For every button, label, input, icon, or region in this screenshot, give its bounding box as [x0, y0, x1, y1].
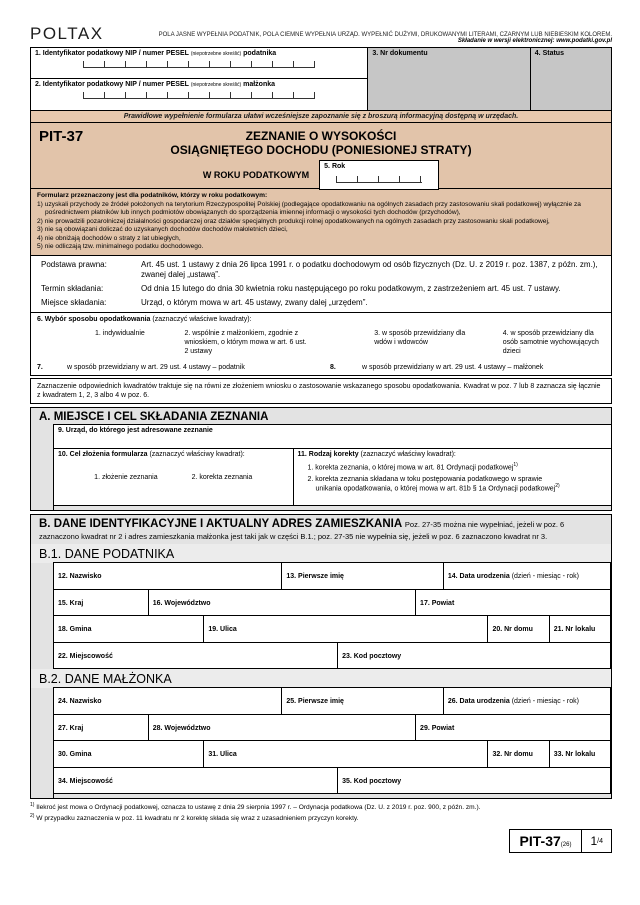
field-3-nr-dokumentu [367, 48, 529, 110]
poltax-logo: POLTAX [30, 24, 104, 43]
efiling-note: Składanie w wersji elektronicznej: www.podatki.gov.pl [457, 38, 612, 44]
footnote-ref-1: 1) [513, 462, 518, 469]
legal-text: Od dnia 15 lutego do dnia 30 kwietnia roku następującego po roku podatkowym, z zastrzeżeniem art. 45 ust. 7 ustawy. [141, 283, 561, 293]
form-code: PIT-37 [39, 128, 84, 145]
b2-row-1 [54, 687, 611, 715]
option-3-wdowy-wdowcy[interactable]: 3. w sposób przewidziany dla wdów i wdowców [374, 329, 466, 347]
pit37-form-page [30, 24, 612, 853]
field-9-urzad[interactable] [54, 424, 611, 449]
legal-text: Urząd, o którym mowa w art. 45 ustawy, zwany dalej „urzędem”. [141, 297, 368, 307]
form-header [30, 24, 612, 44]
section-b2-table [53, 687, 611, 798]
legal-label: Podstawa prawna: [41, 259, 107, 269]
section-b1-table [53, 562, 611, 669]
field-31-ulica[interactable]: 31. Ulica [204, 741, 488, 767]
field-1-hint: (niepotrzebne skreślić) [190, 51, 242, 57]
field-33-nr-lokalu[interactable]: 33. Nr lokalu [550, 741, 611, 767]
footer-page-indicator: 1 /4 [590, 834, 603, 849]
field-5-comb-input[interactable] [336, 176, 422, 183]
section-b1-title: B.1. DANE PODATNIKA [31, 544, 611, 563]
identifier-grid [30, 47, 612, 111]
field-11-label: 11. Rodzaj korekty (zaznaczyć właściwy kwadrat): [297, 451, 456, 459]
field-24-nazwisko[interactable]: 24. Nazwisko [54, 688, 282, 714]
option-korekta-zeznania[interactable]: 2. korekta zeznania [191, 474, 253, 482]
field-1-label: 1. Identyfikator podatkowy NIP / numer PESEL (niepotrzebne skreślić) podatnika [35, 50, 277, 57]
section-b2-title: B.2. DANE MAŁŻONKA [31, 669, 611, 688]
field-32-nr-domu[interactable]: 32. Nr domu [488, 741, 549, 767]
field-16-wojewodztwo[interactable]: 16. Województwo [149, 590, 416, 615]
field-17-powiat[interactable]: 17. Powiat [416, 590, 611, 615]
field-28-wojewodztwo[interactable]: 28. Województwo [149, 715, 416, 740]
field-15-kraj[interactable]: 15. Kraj [54, 590, 149, 615]
identifier-fields [31, 48, 367, 110]
field-5-rok[interactable] [319, 160, 439, 190]
field-4-status [530, 48, 611, 110]
section-a-table [53, 424, 611, 510]
b1-row-1 [54, 562, 611, 590]
b1-row-4 [54, 642, 611, 669]
form-title-line1: ZEZNANIE O WYSOKOŚCI [245, 129, 397, 143]
legal-basis-box [30, 256, 612, 313]
footer-form-code: PIT-37(26) [510, 830, 583, 852]
tax-year-caption: W ROKU PODATKOWYM [202, 170, 310, 180]
field-7-number: 7. [37, 364, 43, 372]
b2-row-2 [54, 714, 611, 741]
field-2-comb-input[interactable] [83, 92, 315, 99]
field-27-kraj[interactable]: 27. Kraj [54, 715, 149, 740]
field-18-gmina[interactable]: 18. Gmina [54, 616, 204, 642]
option-2-wspolnie-z-malzonkiem[interactable]: 2. wspólnie z małżonkiem, zgodnie z wnioskiem, o którym mowa w art. 6 ust. 2 ustawy [184, 329, 307, 356]
footnote-2: $^{2)}$ W przypadku zaznaczenia w poz. 11 kwadratu nr 2 korektę składa się wraz z uzasadnieniem przyczyn korekty. [30, 812, 359, 822]
header-instructions [159, 32, 612, 44]
field-34-miejscowosc[interactable]: 34. Miejscowość [54, 768, 338, 793]
legal-row-miejsce [41, 298, 605, 308]
field-25-pierwsze-imie[interactable]: 25. Pierwsze imię [282, 688, 444, 714]
field-5-label: 5. Rok [324, 163, 346, 170]
section6-note: Zaznaczenie odpowiednich kwadratów traktuje się na równi ze złożeniem wniosku o zastosowanie wskazanego sposobu opodatkowania. Kwadrat w poz. 7 lub 8 zaznacza się łącznie z kwadratem 1, 2, 3 albo 4 w poz. 6. [30, 378, 612, 404]
legal-text: Art. 45 ust. 1 ustawy z dnia 26 lipca 1991 r. o podatku dochodowym od osób fizycznych (Dz. U. z 2019 r. poz. 1387, z późn. zm.), zwanej dalej „ustawą”. [141, 259, 598, 279]
option-korekta-art81b[interactable]: 2. korekta zeznania składana w toku postępowania podatkowego w sprawie unikania opodatkowania, o której mowa w art. 81b § 1a Ordynacji podatkowej$^{2)}$ [307, 475, 560, 493]
title-block [30, 123, 612, 189]
footnote-ref-2: 2) [555, 482, 560, 489]
section-b-title: B. DANE IDENTYFIKACYJNE I AKTUALNY ADRES ZAMIESZKANIA Poz. 27-35 można nie wypełniać, jeżeli w poz. 6 zaznaczono kwadrat nr 2 i adres zamieszkania małżonka jest taki jak w części B.1.; poz. 27-35 nie wypełnia się, jeżeli w poz. 6 zaznaczono kwadrat nr 3. [39, 518, 565, 542]
field-19-ulica[interactable]: 19. Ulica [204, 616, 488, 642]
field-30-gmina[interactable]: 30. Gmina [54, 741, 204, 767]
legal-row-termin [41, 284, 605, 294]
intro-item-3: 3) nie są obowiązani doliczać do uzyskanych dochodów dochodów małoletnich dzieci, [37, 226, 288, 234]
field-11-rodzaj-korekty [294, 449, 611, 505]
intro-heading: Formularz przeznaczony jest dla podatników, którzy w roku podatkowym: [37, 192, 268, 199]
fields-10-11-row [54, 448, 611, 506]
field-6-wybor-sposobu [30, 313, 612, 376]
legal-row-podstawa [41, 260, 605, 280]
section-b [30, 514, 612, 799]
field-6-options [37, 329, 605, 356]
section-a-bottom-pad [54, 506, 611, 510]
field-2-label: 2. Identyfikator podatkowy NIP / numer PESEL (niepotrzebne skreślić) małżonka [35, 81, 276, 88]
footer-form-version: (26) [560, 842, 572, 849]
section-b-subtitle: Poz. 27-35 można nie wypełniać, jeżeli w poz. 6 zaznaczono kwadrat nr 2 i adres zamieszkania małżonka jest taki jak w części B.1.; poz. 27-35 nie wypełnia się, jeżeli w poz. 6 zaznaczono kwadrat nr 3. [39, 520, 565, 542]
section-b-bottom-pad [54, 794, 611, 798]
field-6-header: 6. Wybór sposobu opodatkowania (zaznaczyć właściwe kwadraty): [37, 315, 252, 323]
footer-row [30, 829, 612, 853]
intro-box [30, 189, 612, 256]
footer-box [509, 829, 612, 853]
field-3-label: 3. Nr dokumentu [372, 50, 428, 57]
intro-item-1: 1) uzyskali przychody ze źródeł położonych na terytorium Rzeczypospolitej Polskiej (podlegające opodatkowaniu na ogólnych zasadach przy zastosowaniu skali podatkowej) wyłącznie za pośrednictwem płatników lub innych podmiotów obowiązanych do sporządzenia imiennej informacji o wysokości tych dochodów (przychodów), [37, 200, 581, 217]
footnotes [30, 802, 612, 823]
field-22-miejscowosc[interactable]: 22. Miejscowość [54, 643, 338, 668]
field-35-kod-pocztowy[interactable]: 35. Kod pocztowy [338, 768, 611, 793]
field-26-data-urodzenia[interactable]: 26. Data urodzenia (dzień - miesiąc - rok) [444, 688, 611, 714]
field-12-nazwisko[interactable]: 12. Nazwisko [54, 563, 282, 589]
field-20-nr-domu[interactable]: 20. Nr domu [488, 616, 549, 642]
option-7-art29-podatnik[interactable]: w sposób przewidziany w art. 29 ust. 4 ustawy – podatnik [67, 364, 245, 372]
fields-7-8-row [37, 364, 605, 371]
footnote-1: $^{1)}$ Ilekroć jest mowa o Ordynacji podatkowej, oznacza to ustawę z dnia 29 sierpnia 1997 r. – Ordynacja podatkowa (Dz. U. z 2019 r. poz. 900, z późn. zm.). [30, 802, 481, 812]
field-1-nip-pesel-podatnika[interactable] [31, 48, 367, 79]
legal-label: Termin składania: [41, 283, 104, 293]
intro-item-5: 5) nie odliczają tzw. minimalnego podatku dochodowego. [37, 243, 204, 251]
field-10-options [58, 474, 289, 481]
legal-label: Miejsce składania: [41, 297, 107, 307]
option-8-art29-malzonek[interactable]: w sposób przewidziany w art. 29 ust. 4 ustawy – małżonek [362, 364, 544, 372]
field-1-comb-input[interactable] [83, 61, 315, 68]
field-10-cel-zlozenia [54, 449, 294, 505]
option-korekta-art81[interactable]: 1. korekta zeznania, o której mowa w art. 81 Ordynacji podatkowej$^{1)}$ [307, 462, 518, 472]
fill-instruction-text: POLA JASNE WYPEŁNIA PODATNIK, POLA CIEMNE WYPEŁNIA URZĄD. WYPEŁNIĆ DUŻYMI, DRUKOWANYMI LITERAMI, CZARNYM LUB NIEBIESKIM KOLOREM. [158, 32, 612, 38]
field-14-data-urodzenia[interactable]: 14. Data urodzenia (dzień - miesiąc - rok) [444, 563, 611, 589]
option-zlozenie-zeznania[interactable]: 1. złożenie zeznania [94, 474, 158, 482]
intro-item-2: 2) nie prowadzili pozarolniczej działalności gospodarczej oraz działów specjalnych produkcji rolnej opodatkowanych na ogólnych zasadach przy zastosowaniu skali podatkowej, [37, 217, 550, 225]
tax-year-row [39, 160, 603, 190]
section-a [30, 407, 612, 511]
field-4-label: 4. Status [534, 50, 564, 57]
section-a-title: A. MIEJSCE I CEL SKŁADANIA ZEZNANIA [39, 411, 269, 424]
option-1-indywidualnie[interactable]: 1. indywidualnie [95, 329, 145, 337]
field-29-powiat[interactable]: 29. Powiat [416, 715, 611, 740]
b2-row-4 [54, 767, 611, 794]
field-2-nip-pesel-malzonka[interactable] [31, 79, 367, 110]
field-21-nr-lokalu[interactable]: 21. Nr lokalu [550, 616, 611, 642]
info-banner: Prawidłowe wypełnienie formularza ułatwi wcześniejsze zapoznanie się z broszurą informacyjną dostępną w urzędach. [30, 111, 612, 123]
b1-row-2 [54, 589, 611, 616]
form-title-line2: OSIĄGNIĘTEGO DOCHODU (PONIESIONEJ STRATY) [170, 143, 472, 157]
field-8-number: 8. [330, 364, 336, 372]
field-13-pierwsze-imie[interactable]: 13. Pierwsze imię [282, 563, 444, 589]
b1-row-3 [54, 615, 611, 643]
option-4-samotnie-wychowujacy[interactable]: 4. w sposób przewidziany dla osób samotnie wychowujących dzieci [502, 329, 599, 356]
field-10-label: 10. Cel złożenia formularza (zaznaczyć właściwy kwadrat): [58, 451, 245, 459]
field-23-kod-pocztowy[interactable]: 23. Kod pocztowy [338, 643, 611, 668]
field-9-label: 9. Urząd, do którego jest adresowane zeznanie [58, 427, 213, 435]
field-2-hint: (niepotrzebne skreślić) [190, 82, 242, 88]
intro-item-4: 4) nie obniżają dochodów o straty z lat ubiegłych, [37, 234, 181, 242]
b2-row-3 [54, 740, 611, 768]
